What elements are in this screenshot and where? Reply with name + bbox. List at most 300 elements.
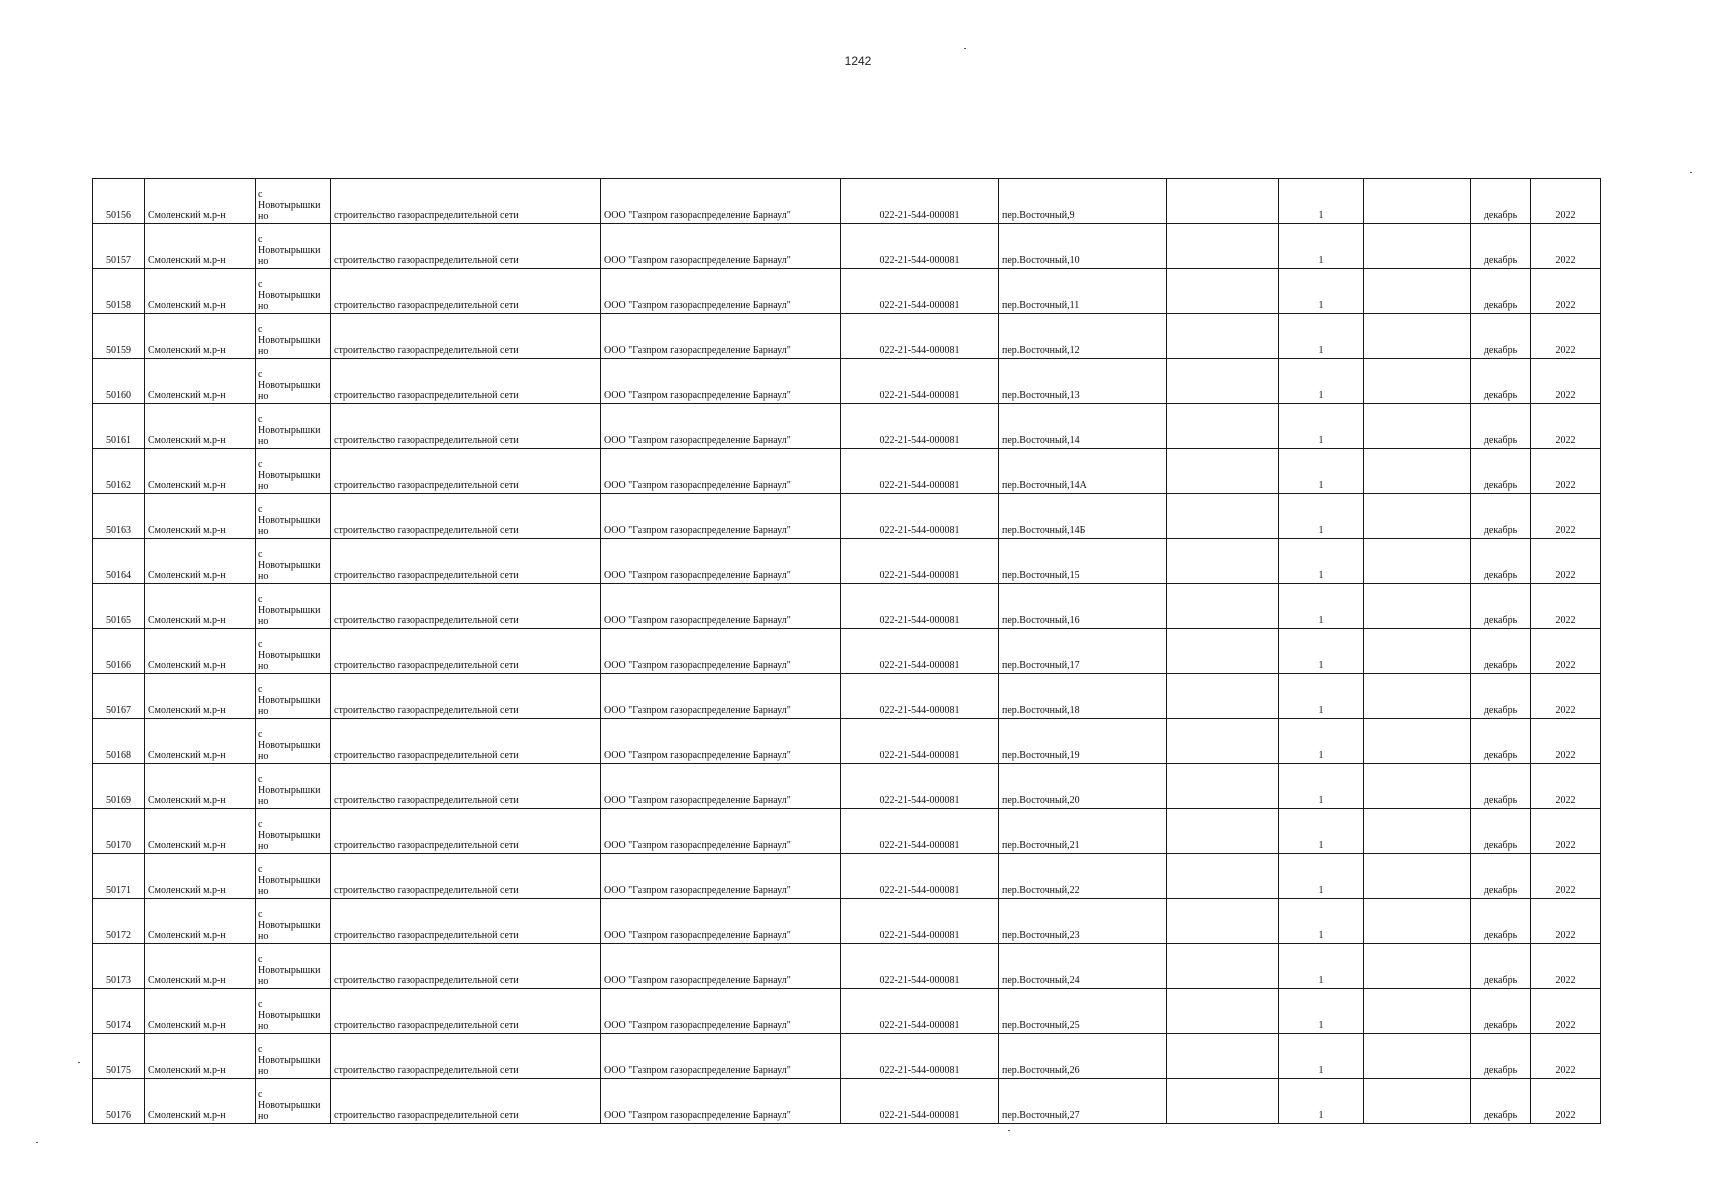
year-cell: 2022 bbox=[1531, 269, 1601, 314]
locality-cell bbox=[256, 764, 331, 809]
empty-cell bbox=[1364, 629, 1471, 674]
empty-cell bbox=[1364, 269, 1471, 314]
company-cell: ООО "Газпром газораспределение Барнаул" bbox=[601, 314, 841, 359]
table-row bbox=[93, 269, 1601, 314]
locality-name-line-2: но bbox=[258, 931, 269, 942]
empty-cell bbox=[1167, 1034, 1279, 1079]
address-cell: пер.Восточный,15 bbox=[999, 539, 1167, 584]
empty-cell bbox=[1167, 179, 1279, 224]
empty-cell bbox=[1167, 224, 1279, 269]
table-row bbox=[93, 944, 1601, 989]
month-cell: декабрь bbox=[1471, 314, 1531, 359]
locality-prefix: с bbox=[258, 954, 263, 965]
locality-prefix: с bbox=[258, 549, 263, 560]
empty-cell bbox=[1364, 359, 1471, 404]
empty-cell bbox=[1167, 269, 1279, 314]
locality-name-line-1: Новотырышки bbox=[258, 650, 321, 661]
quantity-cell: 1 bbox=[1279, 899, 1364, 944]
locality-prefix: с bbox=[258, 999, 263, 1010]
scan-speck bbox=[1008, 1130, 1010, 1131]
table-row bbox=[93, 449, 1601, 494]
year-cell: 2022 bbox=[1531, 674, 1601, 719]
locality-name-line-2: но bbox=[258, 886, 269, 897]
year-cell: 2022 bbox=[1531, 719, 1601, 764]
locality-name-line-1: Новотырышки bbox=[258, 740, 321, 751]
company-cell: ООО "Газпром газораспределение Барнаул" bbox=[601, 449, 841, 494]
registry-code-cell: 022-21-544-000081 bbox=[841, 764, 999, 809]
record-id-cell: 50161 bbox=[93, 404, 145, 449]
locality-name-line-2: но bbox=[258, 796, 269, 807]
record-id-cell: 50165 bbox=[93, 584, 145, 629]
quantity-cell: 1 bbox=[1279, 854, 1364, 899]
address-cell: пер.Восточный,12 bbox=[999, 314, 1167, 359]
registry-code-cell: 022-21-544-000081 bbox=[841, 854, 999, 899]
locality-name-line-1: Новотырышки bbox=[258, 1010, 321, 1021]
activity-cell: строительство газораспределительной сети bbox=[331, 224, 601, 269]
empty-cell bbox=[1364, 494, 1471, 539]
quantity-cell: 1 bbox=[1279, 584, 1364, 629]
empty-cell bbox=[1167, 314, 1279, 359]
district-cell: Смоленский м.р-н bbox=[145, 314, 256, 359]
locality-cell bbox=[256, 854, 331, 899]
company-cell: ООО "Газпром газораспределение Барнаул" bbox=[601, 809, 841, 854]
district-cell: Смоленский м.р-н bbox=[145, 944, 256, 989]
locality-prefix: с bbox=[258, 1044, 263, 1055]
locality-cell bbox=[256, 224, 331, 269]
address-cell: пер.Восточный,21 bbox=[999, 809, 1167, 854]
locality-cell bbox=[256, 674, 331, 719]
locality-name-line-1: Новотырышки bbox=[258, 425, 321, 436]
quantity-cell: 1 bbox=[1279, 629, 1364, 674]
activity-cell: строительство газораспределительной сети bbox=[331, 989, 601, 1034]
locality-name-line-2: но bbox=[258, 661, 269, 672]
locality-name-line-2: но bbox=[258, 616, 269, 627]
company-cell: ООО "Газпром газораспределение Барнаул" bbox=[601, 854, 841, 899]
activity-cell: строительство газораспределительной сети bbox=[331, 584, 601, 629]
company-cell: ООО "Газпром газораспределение Барнаул" bbox=[601, 719, 841, 764]
quantity-cell: 1 bbox=[1279, 674, 1364, 719]
table-row bbox=[93, 674, 1601, 719]
address-cell: пер.Восточный,14 bbox=[999, 404, 1167, 449]
locality-name-line-1: Новотырышки bbox=[258, 875, 321, 886]
registry-code-cell: 022-21-544-000081 bbox=[841, 269, 999, 314]
month-cell: декабрь bbox=[1471, 899, 1531, 944]
address-cell: пер.Восточный,23 bbox=[999, 899, 1167, 944]
month-cell: декабрь bbox=[1471, 1079, 1531, 1124]
locality-cell bbox=[256, 449, 331, 494]
year-cell: 2022 bbox=[1531, 899, 1601, 944]
month-cell: декабрь bbox=[1471, 944, 1531, 989]
year-cell: 2022 bbox=[1531, 854, 1601, 899]
table-row bbox=[93, 899, 1601, 944]
locality-prefix: с bbox=[258, 729, 263, 740]
table-row bbox=[93, 854, 1601, 899]
locality-name-line-1: Новотырышки bbox=[258, 470, 321, 481]
activity-cell: строительство газораспределительной сети bbox=[331, 1034, 601, 1079]
empty-cell bbox=[1364, 179, 1471, 224]
table-row bbox=[93, 1034, 1601, 1079]
district-cell: Смоленский м.р-н bbox=[145, 539, 256, 584]
empty-cell bbox=[1364, 224, 1471, 269]
quantity-cell: 1 bbox=[1279, 359, 1364, 404]
locality-prefix: с bbox=[258, 774, 263, 785]
page-number: 1242 bbox=[844, 54, 872, 68]
scan-speck bbox=[964, 48, 966, 49]
locality-name-line-1: Новотырышки bbox=[258, 335, 321, 346]
address-cell: пер.Восточный,27 bbox=[999, 1079, 1167, 1124]
address-cell: пер.Восточный,20 bbox=[999, 764, 1167, 809]
activity-cell: строительство газораспределительной сети bbox=[331, 539, 601, 584]
record-id-cell: 50176 bbox=[93, 1079, 145, 1124]
registry-code-cell: 022-21-544-000081 bbox=[841, 944, 999, 989]
table-row bbox=[93, 629, 1601, 674]
activity-cell: строительство газораспределительной сети bbox=[331, 764, 601, 809]
locality-name-line-1: Новотырышки bbox=[258, 1055, 321, 1066]
locality-name-line-1: Новотырышки bbox=[258, 380, 321, 391]
district-cell: Смоленский м.р-н bbox=[145, 584, 256, 629]
empty-cell bbox=[1167, 809, 1279, 854]
locality-prefix: с bbox=[258, 189, 263, 200]
company-cell: ООО "Газпром газораспределение Барнаул" bbox=[601, 944, 841, 989]
locality-prefix: с bbox=[258, 1089, 263, 1100]
district-cell: Смоленский м.р-н bbox=[145, 629, 256, 674]
empty-cell bbox=[1364, 449, 1471, 494]
district-cell: Смоленский м.р-н bbox=[145, 764, 256, 809]
month-cell: декабрь bbox=[1471, 809, 1531, 854]
registry-code-cell: 022-21-544-000081 bbox=[841, 539, 999, 584]
quantity-cell: 1 bbox=[1279, 314, 1364, 359]
address-cell: пер.Восточный,18 bbox=[999, 674, 1167, 719]
locality-cell bbox=[256, 584, 331, 629]
table-row bbox=[93, 989, 1601, 1034]
company-cell: ООО "Газпром газораспределение Барнаул" bbox=[601, 269, 841, 314]
table-row bbox=[93, 404, 1601, 449]
empty-cell bbox=[1364, 944, 1471, 989]
record-id-cell: 50170 bbox=[93, 809, 145, 854]
month-cell: декабрь bbox=[1471, 764, 1531, 809]
empty-cell bbox=[1167, 989, 1279, 1034]
locality-name-line-2: но bbox=[258, 256, 269, 267]
year-cell: 2022 bbox=[1531, 224, 1601, 269]
empty-cell bbox=[1364, 989, 1471, 1034]
registry-code-cell: 022-21-544-000081 bbox=[841, 224, 999, 269]
table-row bbox=[93, 1079, 1601, 1124]
locality-prefix: с bbox=[258, 459, 263, 470]
registry-code-cell: 022-21-544-000081 bbox=[841, 674, 999, 719]
record-id-cell: 50162 bbox=[93, 449, 145, 494]
locality-cell bbox=[256, 899, 331, 944]
locality-name-line-1: Новотырышки bbox=[258, 245, 321, 256]
empty-cell bbox=[1167, 539, 1279, 584]
scan-speck bbox=[78, 1062, 80, 1063]
locality-name-line-1: Новотырышки bbox=[258, 830, 321, 841]
locality-prefix: с bbox=[258, 369, 263, 380]
district-cell: Смоленский м.р-н bbox=[145, 719, 256, 764]
locality-name-line-2: но bbox=[258, 571, 269, 582]
quantity-cell: 1 bbox=[1279, 944, 1364, 989]
activity-cell: строительство газораспределительной сети bbox=[331, 314, 601, 359]
locality-cell bbox=[256, 719, 331, 764]
empty-cell bbox=[1167, 944, 1279, 989]
locality-name-line-1: Новотырышки bbox=[258, 200, 321, 211]
record-id-cell: 50173 bbox=[93, 944, 145, 989]
activity-cell: строительство газораспределительной сети bbox=[331, 809, 601, 854]
empty-cell bbox=[1364, 719, 1471, 764]
year-cell: 2022 bbox=[1531, 944, 1601, 989]
locality-cell bbox=[256, 314, 331, 359]
district-cell: Смоленский м.р-н bbox=[145, 899, 256, 944]
address-cell: пер.Восточный,13 bbox=[999, 359, 1167, 404]
locality-cell bbox=[256, 1079, 331, 1124]
locality-name-line-1: Новотырышки bbox=[258, 965, 321, 976]
year-cell: 2022 bbox=[1531, 179, 1601, 224]
locality-cell bbox=[256, 269, 331, 314]
year-cell: 2022 bbox=[1531, 494, 1601, 539]
empty-cell bbox=[1167, 584, 1279, 629]
address-cell: пер.Восточный,25 bbox=[999, 989, 1167, 1034]
locality-prefix: с bbox=[258, 684, 263, 695]
address-cell: пер.Восточный,11 bbox=[999, 269, 1167, 314]
empty-cell bbox=[1167, 899, 1279, 944]
activity-cell: строительство газораспределительной сети bbox=[331, 719, 601, 764]
year-cell: 2022 bbox=[1531, 584, 1601, 629]
empty-cell bbox=[1167, 719, 1279, 764]
activity-cell: строительство газораспределительной сети bbox=[331, 899, 601, 944]
company-cell: ООО "Газпром газораспределение Барнаул" bbox=[601, 989, 841, 1034]
registry-code-cell: 022-21-544-000081 bbox=[841, 359, 999, 404]
table-row bbox=[93, 179, 1601, 224]
scan-speck bbox=[36, 1142, 38, 1143]
quantity-cell: 1 bbox=[1279, 809, 1364, 854]
locality-name-line-1: Новотырышки bbox=[258, 560, 321, 571]
locality-cell bbox=[256, 179, 331, 224]
record-id-cell: 50160 bbox=[93, 359, 145, 404]
locality-name-line-2: но bbox=[258, 976, 269, 987]
company-cell: ООО "Газпром газораспределение Барнаул" bbox=[601, 539, 841, 584]
locality-cell bbox=[256, 359, 331, 404]
company-cell: ООО "Газпром газораспределение Барнаул" bbox=[601, 179, 841, 224]
company-cell: ООО "Газпром газораспределение Барнаул" bbox=[601, 1034, 841, 1079]
table-row bbox=[93, 494, 1601, 539]
registry-code-cell: 022-21-544-000081 bbox=[841, 584, 999, 629]
activity-cell: строительство газораспределительной сети bbox=[331, 494, 601, 539]
locality-name-line-1: Новотырышки bbox=[258, 785, 321, 796]
locality-name-line-2: но bbox=[258, 1111, 269, 1122]
locality-name-line-2: но bbox=[258, 436, 269, 447]
locality-prefix: с bbox=[258, 639, 263, 650]
month-cell: декабрь bbox=[1471, 449, 1531, 494]
district-cell: Смоленский м.р-н bbox=[145, 809, 256, 854]
address-cell: пер.Восточный,16 bbox=[999, 584, 1167, 629]
empty-cell bbox=[1167, 1079, 1279, 1124]
registry-table bbox=[92, 178, 1601, 1124]
scan-speck bbox=[1690, 172, 1692, 173]
empty-cell bbox=[1167, 854, 1279, 899]
year-cell: 2022 bbox=[1531, 629, 1601, 674]
quantity-cell: 1 bbox=[1279, 269, 1364, 314]
registry-code-cell: 022-21-544-000081 bbox=[841, 314, 999, 359]
table-row bbox=[93, 719, 1601, 764]
address-cell: пер.Восточный,14Б bbox=[999, 494, 1167, 539]
locality-name-line-2: но bbox=[258, 841, 269, 852]
empty-cell bbox=[1167, 629, 1279, 674]
activity-cell: строительство газораспределительной сети bbox=[331, 359, 601, 404]
company-cell: ООО "Газпром газораспределение Барнаул" bbox=[601, 224, 841, 269]
quantity-cell: 1 bbox=[1279, 539, 1364, 584]
quantity-cell: 1 bbox=[1279, 719, 1364, 764]
district-cell: Смоленский м.р-н bbox=[145, 1079, 256, 1124]
activity-cell: строительство газораспределительной сети bbox=[331, 944, 601, 989]
locality-prefix: с bbox=[258, 504, 263, 515]
year-cell: 2022 bbox=[1531, 1034, 1601, 1079]
registry-code-cell: 022-21-544-000081 bbox=[841, 1034, 999, 1079]
locality-name-line-1: Новотырышки bbox=[258, 1100, 321, 1111]
district-cell: Смоленский м.р-н bbox=[145, 449, 256, 494]
company-cell: ООО "Газпром газораспределение Барнаул" bbox=[601, 359, 841, 404]
record-id-cell: 50156 bbox=[93, 179, 145, 224]
table-row bbox=[93, 359, 1601, 404]
activity-cell: строительство газораспределительной сети bbox=[331, 269, 601, 314]
locality-name-line-1: Новотырышки bbox=[258, 290, 321, 301]
record-id-cell: 50167 bbox=[93, 674, 145, 719]
address-cell: пер.Восточный,22 bbox=[999, 854, 1167, 899]
table-row bbox=[93, 314, 1601, 359]
year-cell: 2022 bbox=[1531, 539, 1601, 584]
quantity-cell: 1 bbox=[1279, 494, 1364, 539]
table-row bbox=[93, 224, 1601, 269]
table-row bbox=[93, 809, 1601, 854]
activity-cell: строительство газораспределительной сети bbox=[331, 674, 601, 719]
locality-prefix: с bbox=[258, 864, 263, 875]
empty-cell bbox=[1167, 674, 1279, 719]
year-cell: 2022 bbox=[1531, 1079, 1601, 1124]
empty-cell bbox=[1167, 359, 1279, 404]
month-cell: декабрь bbox=[1471, 359, 1531, 404]
locality-name-line-2: но bbox=[258, 481, 269, 492]
empty-cell bbox=[1167, 494, 1279, 539]
empty-cell bbox=[1364, 809, 1471, 854]
locality-prefix: с bbox=[258, 324, 263, 335]
locality-prefix: с bbox=[258, 234, 263, 245]
district-cell: Смоленский м.р-н bbox=[145, 269, 256, 314]
locality-name-line-2: но bbox=[258, 1066, 269, 1077]
record-id-cell: 50172 bbox=[93, 899, 145, 944]
year-cell: 2022 bbox=[1531, 449, 1601, 494]
company-cell: ООО "Газпром газораспределение Барнаул" bbox=[601, 674, 841, 719]
quantity-cell: 1 bbox=[1279, 1079, 1364, 1124]
district-cell: Смоленский м.р-н bbox=[145, 989, 256, 1034]
record-id-cell: 50157 bbox=[93, 224, 145, 269]
company-cell: ООО "Газпром газораспределение Барнаул" bbox=[601, 899, 841, 944]
locality-name-line-2: но bbox=[258, 301, 269, 312]
locality-prefix: с bbox=[258, 909, 263, 920]
record-id-cell: 50159 bbox=[93, 314, 145, 359]
company-cell: ООО "Газпром газораспределение Барнаул" bbox=[601, 584, 841, 629]
empty-cell bbox=[1364, 1079, 1471, 1124]
activity-cell: строительство газораспределительной сети bbox=[331, 404, 601, 449]
month-cell: декабрь bbox=[1471, 404, 1531, 449]
empty-cell bbox=[1364, 1034, 1471, 1079]
empty-cell bbox=[1167, 764, 1279, 809]
empty-cell bbox=[1364, 539, 1471, 584]
district-cell: Смоленский м.р-н bbox=[145, 179, 256, 224]
company-cell: ООО "Газпром газораспределение Барнаул" bbox=[601, 494, 841, 539]
record-id-cell: 50171 bbox=[93, 854, 145, 899]
company-cell: ООО "Газпром газораспределение Барнаул" bbox=[601, 629, 841, 674]
empty-cell bbox=[1364, 854, 1471, 899]
empty-cell bbox=[1167, 449, 1279, 494]
activity-cell: строительство газораспределительной сети bbox=[331, 854, 601, 899]
record-id-cell: 50163 bbox=[93, 494, 145, 539]
record-id-cell: 50174 bbox=[93, 989, 145, 1034]
address-cell: пер.Восточный,24 bbox=[999, 944, 1167, 989]
month-cell: декабрь bbox=[1471, 989, 1531, 1034]
month-cell: декабрь bbox=[1471, 224, 1531, 269]
quantity-cell: 1 bbox=[1279, 1034, 1364, 1079]
year-cell: 2022 bbox=[1531, 764, 1601, 809]
locality-cell bbox=[256, 989, 331, 1034]
month-cell: декабрь bbox=[1471, 494, 1531, 539]
registry-code-cell: 022-21-544-000081 bbox=[841, 989, 999, 1034]
record-id-cell: 50164 bbox=[93, 539, 145, 584]
table-row bbox=[93, 584, 1601, 629]
record-id-cell: 50169 bbox=[93, 764, 145, 809]
activity-cell: строительство газораспределительной сети bbox=[331, 1079, 601, 1124]
locality-cell bbox=[256, 539, 331, 584]
quantity-cell: 1 bbox=[1279, 449, 1364, 494]
activity-cell: строительство газораспределительной сети bbox=[331, 629, 601, 674]
month-cell: декабрь bbox=[1471, 1034, 1531, 1079]
empty-cell bbox=[1364, 764, 1471, 809]
district-cell: Смоленский м.р-н bbox=[145, 359, 256, 404]
locality-name-line-1: Новотырышки bbox=[258, 515, 321, 526]
quantity-cell: 1 bbox=[1279, 179, 1364, 224]
empty-cell bbox=[1167, 404, 1279, 449]
year-cell: 2022 bbox=[1531, 404, 1601, 449]
locality-prefix: с bbox=[258, 594, 263, 605]
registry-code-cell: 022-21-544-000081 bbox=[841, 719, 999, 764]
locality-name-line-2: но bbox=[258, 346, 269, 357]
locality-name-line-2: но bbox=[258, 211, 269, 222]
locality-name-line-2: но bbox=[258, 526, 269, 537]
locality-name-line-1: Новотырышки bbox=[258, 605, 321, 616]
address-cell: пер.Восточный,26 bbox=[999, 1034, 1167, 1079]
empty-cell bbox=[1364, 899, 1471, 944]
table-body bbox=[93, 179, 1601, 1124]
locality-name-line-2: но bbox=[258, 706, 269, 717]
activity-cell: строительство газораспределительной сети bbox=[331, 449, 601, 494]
locality-cell bbox=[256, 944, 331, 989]
registry-code-cell: 022-21-544-000081 bbox=[841, 404, 999, 449]
year-cell: 2022 bbox=[1531, 359, 1601, 404]
month-cell: декабрь bbox=[1471, 719, 1531, 764]
locality-prefix: с bbox=[258, 279, 263, 290]
district-cell: Смоленский м.р-н bbox=[145, 674, 256, 719]
year-cell: 2022 bbox=[1531, 809, 1601, 854]
locality-name-line-2: но bbox=[258, 1021, 269, 1032]
month-cell: декабрь bbox=[1471, 854, 1531, 899]
empty-cell bbox=[1364, 584, 1471, 629]
quantity-cell: 1 bbox=[1279, 764, 1364, 809]
district-cell: Смоленский м.р-н bbox=[145, 854, 256, 899]
record-id-cell: 50166 bbox=[93, 629, 145, 674]
activity-cell: строительство газораспределительной сети bbox=[331, 179, 601, 224]
locality-cell bbox=[256, 629, 331, 674]
district-cell: Смоленский м.р-н bbox=[145, 224, 256, 269]
month-cell: декабрь bbox=[1471, 179, 1531, 224]
locality-cell bbox=[256, 494, 331, 539]
district-cell: Смоленский м.р-н bbox=[145, 404, 256, 449]
